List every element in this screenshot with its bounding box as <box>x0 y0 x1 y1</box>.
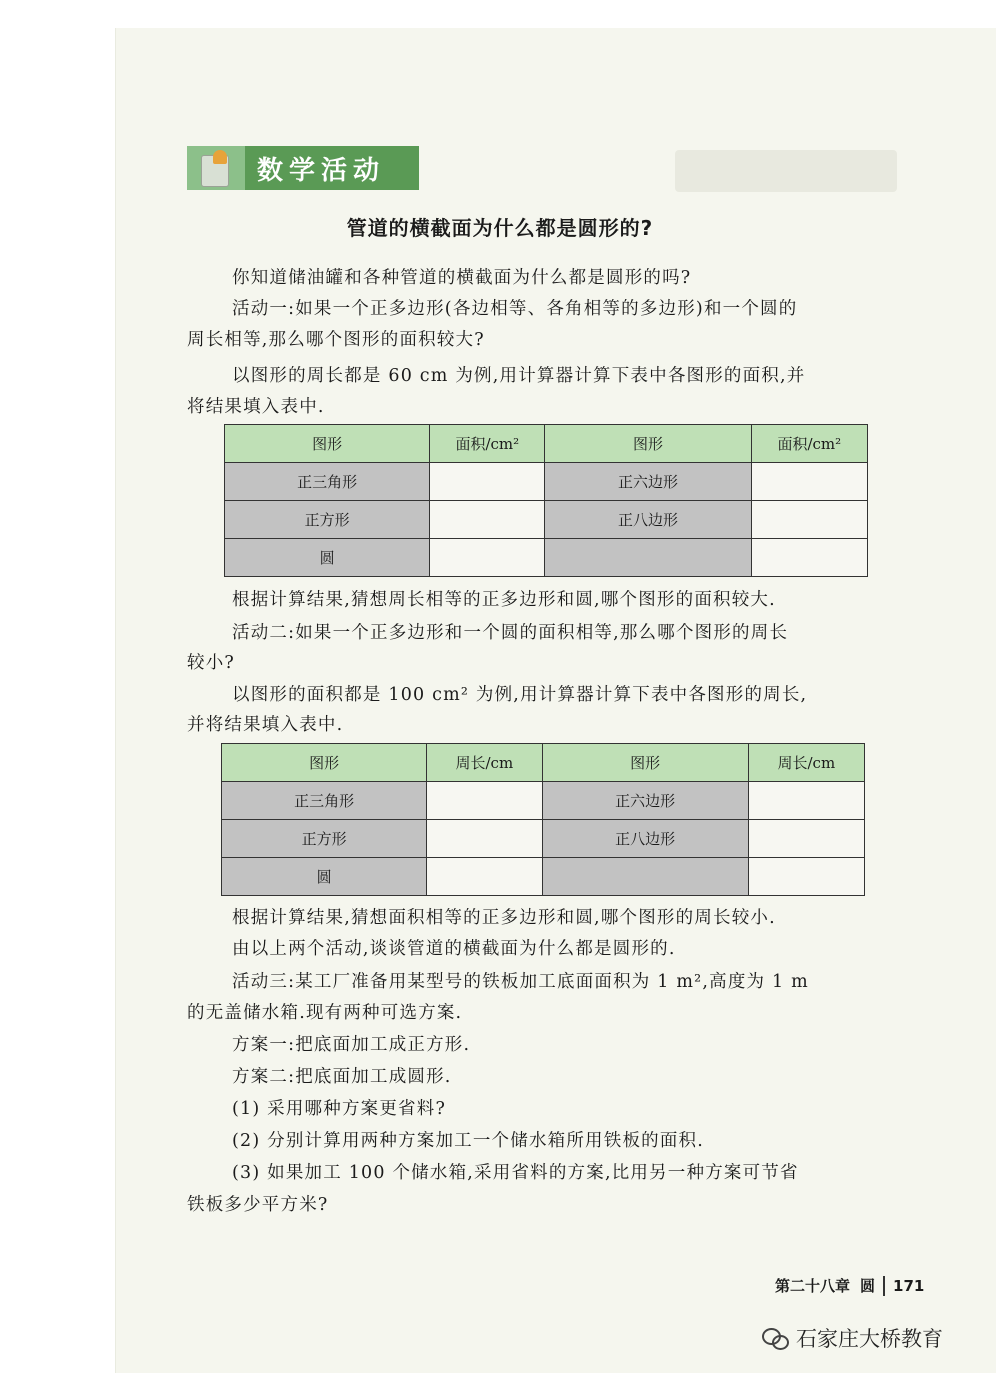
section-header <box>187 146 419 190</box>
answer-cell <box>430 463 545 501</box>
shape-name: 正方形 <box>222 820 427 858</box>
paragraph-line: 你知道储油罐和各种管道的横截面为什么都是圆形的吗? <box>232 268 692 288</box>
shape-name: 正三角形 <box>225 463 430 501</box>
footer-divider <box>883 1276 885 1296</box>
shape-name: 圆 <box>225 539 430 577</box>
paragraph-line: (2) 分别计算用两种方案加工一个储水箱所用铁板的面积. <box>232 1131 705 1151</box>
paragraph-line: 根据计算结果,猜想周长相等的正多边形和圆,哪个图形的面积较大. <box>232 590 776 610</box>
table-header: 周长/cm <box>427 744 542 782</box>
paragraph-line: 由以上两个活动,谈谈管道的横截面为什么都是圆形的. <box>232 939 676 959</box>
paragraph-line: 铁板多少平方米? <box>187 1195 329 1215</box>
table-header: 面积/cm² <box>430 425 545 463</box>
chapter-label: 第二十八章 <box>775 1277 851 1295</box>
shape-name: 正八边形 <box>542 820 748 858</box>
paragraph-line: 以图形的周长都是 60 cm 为例,用计算器计算下表中各图形的面积,并 <box>232 366 806 386</box>
table-header: 图形 <box>545 425 751 463</box>
section-title: 数学活动 <box>257 155 386 186</box>
paragraph-line: 以图形的面积都是 100 cm² 为例,用计算器计算下表中各图形的周长, <box>232 685 808 705</box>
table-header: 图形 <box>222 744 427 782</box>
paragraph-line: 根据计算结果,猜想面积相等的正多边形和圆,哪个图形的周长较小. <box>232 908 776 928</box>
answer-cell <box>751 463 867 501</box>
watermark-text: 石家庄大桥教育 <box>796 1327 943 1351</box>
answer-cell <box>427 820 542 858</box>
section-label: 圆 <box>860 1277 876 1295</box>
page-footer <box>775 1275 924 1296</box>
answer-cell <box>748 820 864 858</box>
paragraph-line: 并将结果填入表中. <box>187 715 344 735</box>
paragraph-line: 周长相等,那么哪个图形的面积较大? <box>187 330 485 350</box>
shape-name <box>545 539 751 577</box>
toolbox-icon <box>187 146 245 190</box>
page-number: 171 <box>893 1276 925 1295</box>
table-header: 图形 <box>225 425 430 463</box>
paragraph-line: 活动二:如果一个正多边形和一个圆的面积相等,那么哪个图形的周长 <box>232 623 789 643</box>
paragraph-line: (3) 如果加工 100 个储水箱,采用省料的方案,比用另一种方案可节省 <box>232 1163 799 1183</box>
wechat-icon <box>762 1326 790 1350</box>
area-table <box>224 424 868 577</box>
shape-name: 圆 <box>222 858 427 896</box>
shape-name: 正八边形 <box>545 501 751 539</box>
paragraph-line: 活动三:某工厂准备用某型号的铁板加工底面面积为 1 m²,高度为 1 m <box>232 972 809 992</box>
shape-name: 正方形 <box>225 501 430 539</box>
table-header: 图形 <box>542 744 748 782</box>
paragraph-line: 方案二:把底面加工成圆形. <box>232 1067 452 1087</box>
paragraph-line: 将结果填入表中. <box>187 397 325 417</box>
answer-cell <box>751 501 867 539</box>
answer-cell <box>748 782 864 820</box>
answer-cell <box>427 782 542 820</box>
paragraph-line: (1) 采用哪种方案更省料? <box>232 1099 447 1119</box>
answer-cell <box>430 539 545 577</box>
shape-name: 正六边形 <box>542 782 748 820</box>
page-title: 管道的横截面为什么都是圆形的? <box>346 216 654 240</box>
perimeter-table <box>221 743 865 896</box>
watermark <box>762 1323 943 1353</box>
answer-cell <box>427 858 542 896</box>
shape-name: 正六边形 <box>545 463 751 501</box>
bleed-through-header <box>675 150 897 192</box>
paragraph-line: 较小? <box>187 653 235 673</box>
paragraph-line: 的无盖储水箱.现有两种可选方案. <box>187 1003 463 1023</box>
answer-cell <box>748 858 864 896</box>
answer-cell <box>430 501 545 539</box>
table-header: 周长/cm <box>748 744 864 782</box>
shape-name: 正三角形 <box>222 782 427 820</box>
answer-cell <box>751 539 867 577</box>
paragraph-line: 方案一:把底面加工成正方形. <box>232 1035 471 1055</box>
table-header: 面积/cm² <box>751 425 867 463</box>
shape-name <box>542 858 748 896</box>
paragraph-line: 活动一:如果一个正多边形(各边相等、各角相等的多边形)和一个圆的 <box>232 299 798 319</box>
